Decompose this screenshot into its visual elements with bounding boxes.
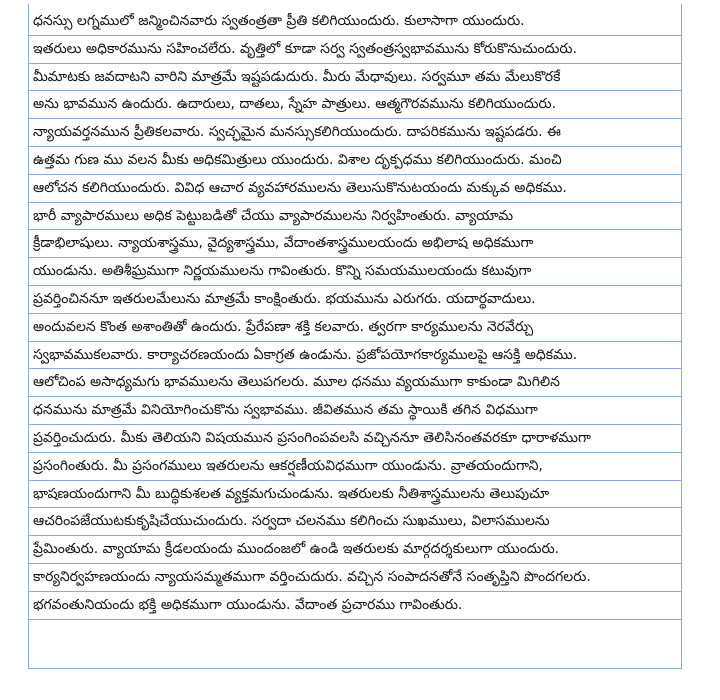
text-line: క్రీడాభిలాషులు. న్యాయశాస్త్రము, వైద్యశాస్త్రము, వేదాంతశాస్త్రములయందు అభిలాష అధికముగా [33, 235, 534, 252]
text-line: ఆలోచింప అసాధ్యమగు భావములను తెలుపగలరు. మూల ధనము వ్యయముగా కాకుండా మిగిలిన [33, 374, 560, 391]
text-line: న్యాయవర్తనమున ప్రీతికలవారు. స్వచ్ఛమైన మనస్సుకలిగియుందురు. దాపరికమును ఇష్టపడరు. ఈ [33, 124, 561, 141]
text-line: ఉత్తమ గుణ ము వలన మీకు అధికమిత్రులు యుందురు. విశాల దృక్పధము కలిగియుందురు. మంచి [33, 152, 562, 168]
text-line: మీమాటకు జవదాటని వారిని మాత్రమే ఇష్టపడుదురు. మీరు మేధావులు. సర్వమూ తమ మేలుకొరకే [33, 68, 561, 85]
text-line: ప్రవర్తించిననూ ఇతరులమేలును మాత్రమే కాంక్షింతురు. భయమును ఎరుగరు. యదార్థవాదులు. [33, 291, 536, 307]
text-line: ప్రసంగింతురు. మీ ప్రసంగములు ఇతరులను ఆకర్షణీయవిధముగా యుండును. వ్రాతయందుగాని, [33, 457, 543, 474]
text-line: ఆచరింపజేయుటకుకృషిచేయుచుందురు. సర్వదా చలనము కలిగించు సుఖములు, విలాసములను [33, 513, 550, 530]
text-line: ప్రేమింతురు. వ్యాయామ క్రీడలయందు ముందంజలో ఉండి ఇతరులకు మార్గదర్శకులుగా యుందురు. [33, 541, 560, 558]
text-line: భాషణయందుగాని మీ బుద్ధికుశలత వ్యక్తమగుచుండును. ఇతరులకు నీతిశాస్త్రములను తెలుపుచూ [33, 485, 550, 502]
text-line: కార్యనిర్వహణయందు న్యాయసమ్మతముగా వర్తించుదురు. వచ్చిన సంపాదనతోనే సంతృప్తిని పొందగలరు. [33, 569, 591, 585]
text-line: అందువలన కొంత అశాంతితో ఉందురు. ప్రేరేపణా శక్తి కలవారు. త్వరగా కార్యములను నెరవేర్చు [33, 318, 534, 335]
ruled-line [29, 619, 681, 620]
text-line: ప్రవర్తించుదురు. మీకు తెలియని విషయమున ప్రసంగింపవలసి వచ్చిననూ తెలిసినంతవరకూ ధారాళముగా [33, 430, 591, 446]
text-line: అను భావమున ఉందురు. ఉదారులు, దాతలు, స్నేహ పాత్రులు. ఆత్మగౌరవమును కలిగియుందురు. [33, 96, 557, 113]
text-line: ఆలోచన కలిగియుందురు. వివిధ ఆచార వ్యవహారములను తెలుసుకొనుటయందు మక్కువ అధికము. [33, 179, 567, 196]
text-line: ధనస్సు లగ్నములో జన్మించినవారు స్వతంత్రతా ప్రీతి కలిగియుందురు. కులాసాగా యుందురు. [33, 13, 525, 29]
text-line: ధనమును మాత్రమే వినియోగించుకొను స్వభావము. జీవితమున తమ స్థాయికి తగిన విధముగా [33, 402, 538, 419]
text-line: యుండును. అతిశీఘ్రముగా నిర్ణయములను గావింతురు. కొన్ని సమయములయందు కటువుగా [33, 263, 532, 280]
text-line: భగవంతునియందు భక్తి అధికముగా యుండును. వేదాంత ప్రచారము గావింతురు. [33, 596, 463, 613]
text-line: భారీ వ్యాపారములు అధిక పెట్టుబడితో చేయు వ్యాపారములను నిర్వహింతురు. వ్యాయామ [33, 207, 514, 224]
text-line: ఇతరులు అధికారమును సహించలేరు. వృత్తిలో కూడా సర్వ స్వతంత్రస్వభావమును కోరుకొనుచుందురు. [33, 40, 577, 57]
document-page [28, 4, 682, 669]
text-line: స్వభావముకలవారు. కార్యాచరణయందు ఏకాగ్రత ఉండును. ప్రజోపయోగకార్యములపై ఆసక్తి అధికము. [33, 346, 578, 363]
